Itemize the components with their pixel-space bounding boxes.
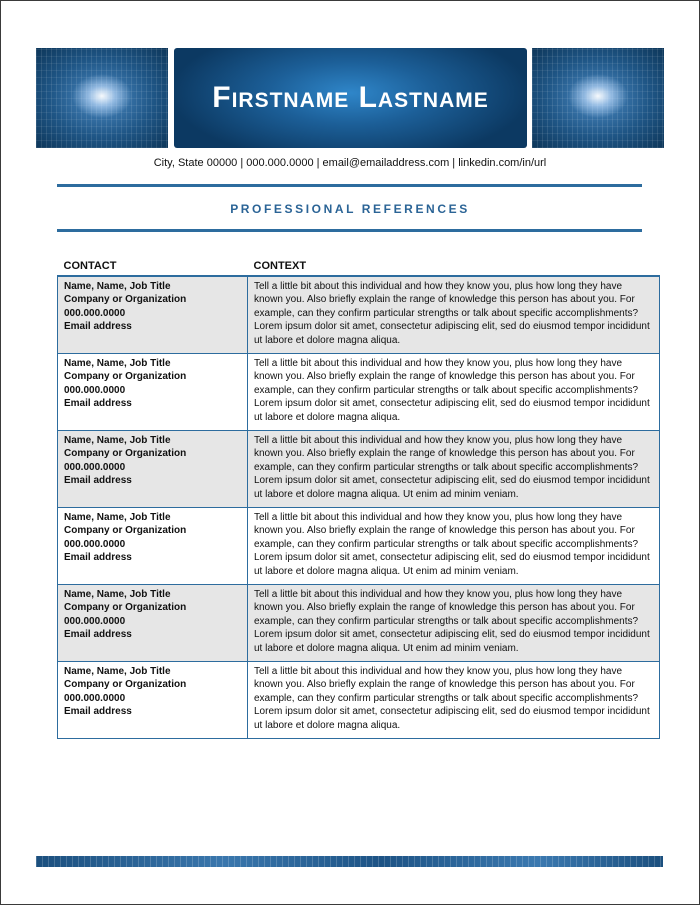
reference-phone: 000.000.0000 [64,692,126,704]
column-header-contact: CONTACT [58,258,248,276]
reference-email: Email address [64,475,132,487]
table-row [58,507,660,584]
name-banner [174,48,527,148]
contact-cell [58,661,248,738]
divider-top [57,184,642,187]
context-cell: Tell a little bit about this individual and how they know you, plus how long they have known you. Also briefly explain the range of knowledge this person has about you. For example, can they confirm particular strengths or talk about specific accomplishments? Lorem ipsum dolor sit amet, consectetur adipiscing elit, sed do eiusmod tempor incididunt ut labore et dolore magna aliqua. Ut enim ad minim veniam. [248,584,660,661]
section-title: PROFESSIONAL REFERENCES [230,202,470,216]
table-row [58,430,660,507]
applicant-name: Firstname Lastname [212,81,489,114]
reference-email: Email address [64,629,132,641]
reference-name: Name, Name, Job Title [64,280,171,292]
table-row [58,584,660,661]
context-cell: Tell a little bit about this individual and how they know you, plus how long they have known you. Also briefly explain the range of knowledge this person has about you. For example, can they confirm particular strengths or talk about specific accomplishments? Lorem ipsum dolor sit amet, consectetur adipiscing elit, sed do eiusmod tempor incididunt ut labore et dolore magna aliqua. [248,276,660,354]
table-header-row [58,258,660,276]
references-table [57,258,660,739]
reference-email: Email address [64,321,132,333]
table-row [58,276,660,354]
divider-bottom [57,229,642,232]
banner-image-right [532,48,664,148]
reference-phone: 000.000.0000 [64,307,126,319]
contact-cell [58,507,248,584]
column-header-context: CONTEXT [248,258,660,276]
reference-company: Company or Organization [64,448,187,460]
contact-cell [58,276,248,354]
table-row [58,661,660,738]
contact-info-line: City, State 00000 | 000.000.0000 | email@emailaddress.com | linkedin.com/in/url [153,157,547,169]
context-cell: Tell a little bit about this individual and how they know you, plus how long they have known you. Also briefly explain the range of knowledge this person has about you. For example, can they confirm particular strengths or talk about specific accomplishments? Lorem ipsum dolor sit amet, consectetur adipiscing elit, sed do eiusmod tempor incididunt ut labore et dolore magna aliqua. [248,661,660,738]
reference-company: Company or Organization [64,679,187,691]
reference-email: Email address [64,398,132,410]
context-cell: Tell a little bit about this individual and how they know you, plus how long they have known you. Also briefly explain the range of knowledge this person has about you. For example, can they confirm particular strengths or talk about specific accomplishments? Lorem ipsum dolor sit amet, consectetur adipiscing elit, sed do eiusmod tempor incididunt ut labore et dolore magna aliqua. [248,353,660,430]
reference-phone: 000.000.0000 [64,538,126,550]
table-row [58,353,660,430]
reference-email: Email address [64,552,132,564]
reference-phone: 000.000.0000 [64,615,126,627]
reference-name: Name, Name, Job Title [64,511,171,523]
contact-cell [58,584,248,661]
reference-company: Company or Organization [64,602,187,614]
contact-cell [58,353,248,430]
reference-name: Name, Name, Job Title [64,665,171,677]
footer-band-image [36,856,663,867]
reference-company: Company or Organization [64,525,187,537]
context-cell: Tell a little bit about this individual and how they know you, plus how long they have known you. Also briefly explain the range of knowledge this person has about you. For example, can they confirm particular strengths or talk about specific accomplishments? Lorem ipsum dolor sit amet, consectetur adipiscing elit, sed do eiusmod tempor incididunt ut labore et dolore magna aliqua. Ut enim ad minim veniam. [248,507,660,584]
reference-company: Company or Organization [64,371,187,383]
reference-name: Name, Name, Job Title [64,434,171,446]
reference-email: Email address [64,706,132,718]
reference-name: Name, Name, Job Title [64,588,171,600]
reference-phone: 000.000.0000 [64,461,126,473]
reference-phone: 000.000.0000 [64,384,126,396]
contact-cell [58,430,248,507]
reference-company: Company or Organization [64,294,187,306]
context-cell: Tell a little bit about this individual and how they know you, plus how long they have known you. Also briefly explain the range of knowledge this person has about you. For example, can they confirm particular strengths or talk about specific accomplishments? Lorem ipsum dolor sit amet, consectetur adipiscing elit, sed do eiusmod tempor incididunt ut labore et dolore magna aliqua. Ut enim ad minim veniam. [248,430,660,507]
reference-name: Name, Name, Job Title [64,357,171,369]
banner-image-left [36,48,168,148]
